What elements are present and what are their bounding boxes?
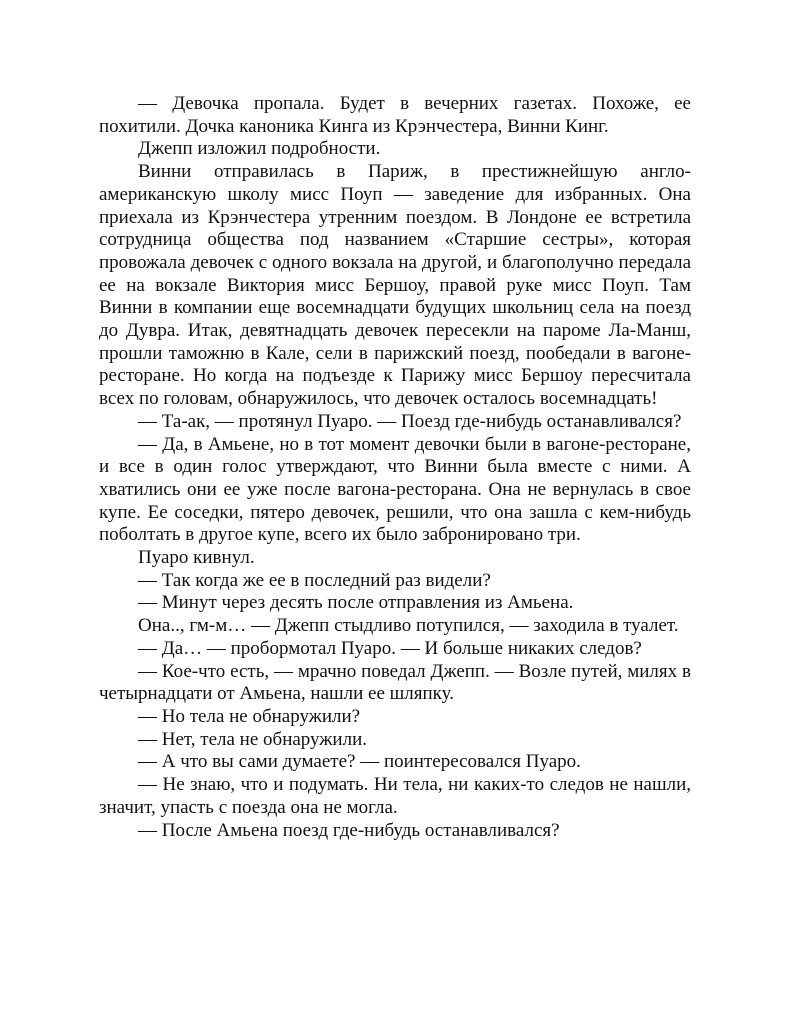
page-body — [99, 93, 691, 842]
paragraph-15: — Не знаю, что и подумать. Ни тела, ни каких-то следов не нашли, значит, упасть с поезда она не могла. — [99, 774, 691, 818]
paragraph-5: — Да, в Амьене, но в тот момент девочки были в вагоне-ресторане, и все в один голос утверждают, что Винни была вместе с ними. А хватились они ее уже после вагона-ресторана. Она не вернулась в свое купе. Ее соседки, пятеро девочек, решили, что она зашла с кем-нибудь поболтать в другое купе, всего их было забронировано три. — [99, 433, 691, 546]
paragraph-6: Пуаро кивнул. — [138, 547, 255, 569]
paragraph-10: — Да… — пробормотал Пуаро. — И больше никаких следов? — [138, 637, 642, 659]
paragraph-8: — Минут через десять после отправления из Амьена. — [138, 592, 574, 614]
paragraph-13: — Нет, тела не обнаружили. — [138, 728, 367, 750]
paragraph-12: — Но тела не обнаружили? — [138, 705, 361, 727]
paragraph-11: — Кое-что есть, — мрачно поведал Джепп. — Возле путей, милях в четырнадцати от Амьена, нашли ее шляпку. — [99, 660, 691, 705]
paragraph-1: — Девочка пропала. Будет в вечерних газетах. Похоже, ее похитили. Дочка каноника Кинга из Крэнчестера, Винни Кинг. — [99, 93, 691, 137]
paragraph-14: — А что вы сами думаете? — поинтересовался Пуаро. — [138, 751, 581, 773]
paragraph-2: Джепп изложил подробности. — [138, 138, 381, 160]
paragraph-9: Она.., гм-м… — Джепп стыдливо потупился, — заходила в туалет. — [138, 615, 679, 637]
paragraph-16: — После Амьена поезд где-нибудь останавливался? — [138, 819, 560, 841]
paragraph-4: — Та-ак, — протянул Пуаро. — Поезд где-нибудь останавливался? — [138, 410, 682, 432]
paragraph-7: — Так когда же ее в последний раз видели? — [138, 569, 491, 591]
paragraph-3: Винни отправилась в Париж, в престижнейшую англо-американскую школу мисс Поуп — заведение для избранных. Она приехала из Крэнчестера утренним поездом. В Лондоне ее встретила сотрудница общества под названием «Старшие сестры», которая провожала девочек с одного вокзала на другой, и благополучно передала ее на вокзале Виктория мисс Бершоу, правой руке мисс Поуп. Там Винни в компании еще восемнадцати будущих школьниц села на поезд до Дувра. Итак, девятнадцать девочек пересекли на пароме Ла-Манш, прошли таможню в Кале, сели в парижский поезд, пообедали в вагоне-ресторане. Но когда на подъезде к Парижу мисс Бершоу пересчитала всех по головам, обнаружилось, что девочек осталось восемнадцать! — [99, 161, 691, 410]
